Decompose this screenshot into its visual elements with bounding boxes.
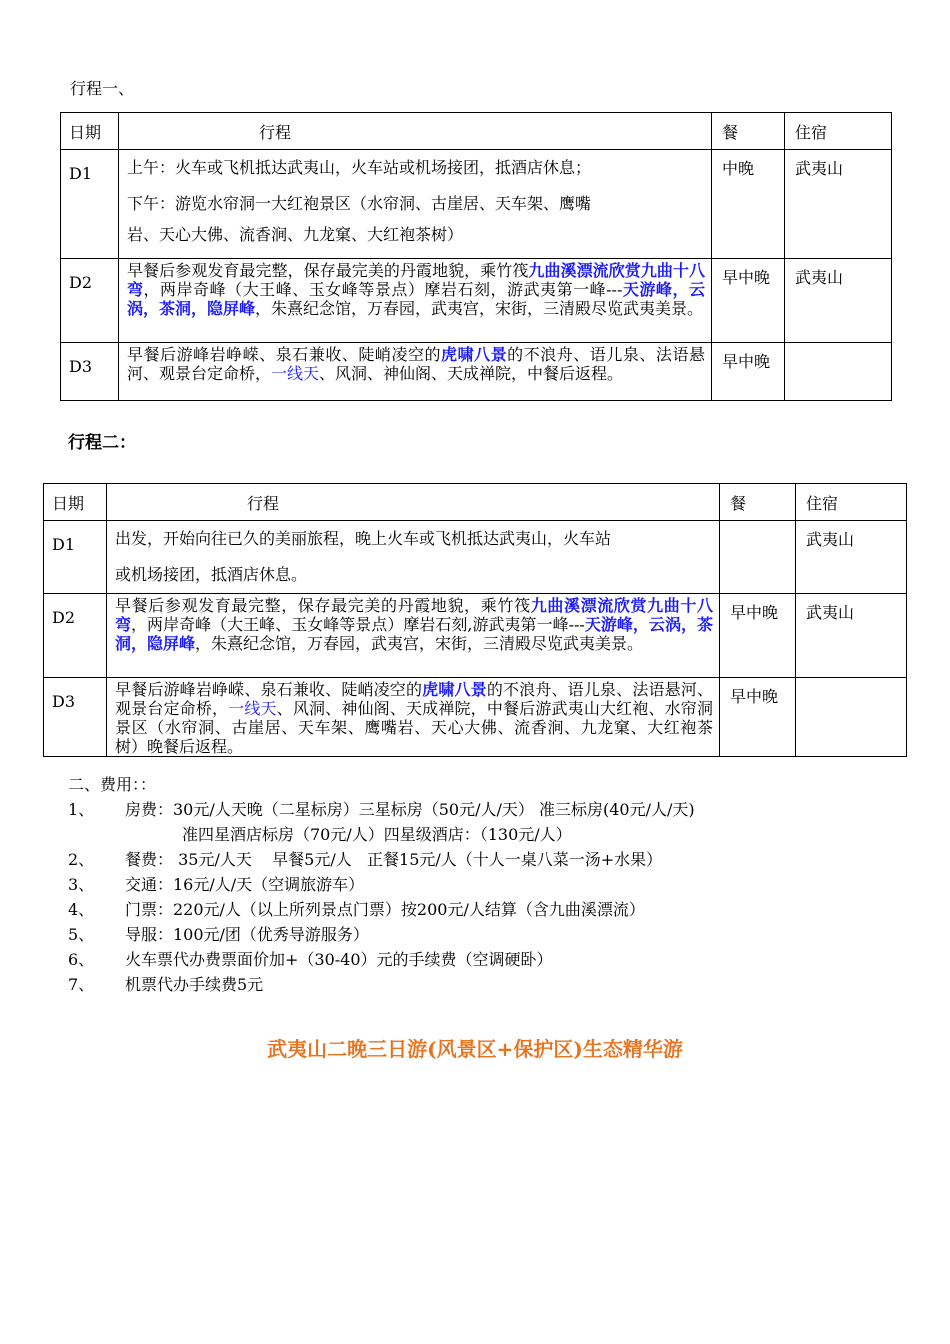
table-row [44, 594, 907, 678]
fee-text: 餐费： 35元/人天 早餐5元/人 正餐15元/人（十人一桌八菜一汤+水果） [125, 850, 663, 869]
header-stay: 住宿 [785, 113, 892, 150]
highlight-text: 虎啸八景 [422, 680, 487, 699]
day-itinerary [107, 594, 720, 678]
fee-text: 房费：30元/人天晚（二星标房）三星标房（50元/人/天） 准三标房(40元/人/天) [125, 800, 695, 819]
stay-cell [785, 343, 892, 401]
meal-cell [720, 521, 796, 594]
fee-number: 5、 [68, 925, 95, 944]
table-header-row [61, 113, 892, 150]
table-row [44, 521, 907, 594]
day-label: D2 [61, 259, 119, 343]
itinerary-line: 岩、天心大佛、流香涧、九龙窠、大红袍茶树） [127, 225, 464, 244]
itinerary-line: 或机场接团，抵酒店休息。 [115, 565, 308, 584]
itinerary-line: 下午：游览水帘洞一大红袍景区（水帘洞、古崖居、天车架、鹰嘴 [127, 194, 592, 213]
fee-number: 3、 [68, 875, 95, 894]
trip-text: 早餐后游峰岩峥嵘、泉石兼收、陡峭凌空的 [115, 680, 423, 699]
trip-text: ，两岸奇峰（大王峰、玉女峰等景点）摩岩石刻,游武夷第一峰--- [131, 615, 585, 634]
fee-item [68, 922, 695, 947]
header-trip: 行程 [119, 113, 712, 150]
fee-item [68, 822, 695, 847]
trip-text: ，朱熹纪念馆，万春园，武夷宫，宋街，三清殿尽览武夷美景。 [255, 299, 704, 318]
day-label: D1 [61, 150, 119, 259]
header-date: 日期 [61, 113, 119, 150]
trip-text: ，朱熹纪念馆，万春园，武夷宫，宋街，三清殿尽览武夷美景。 [195, 634, 644, 653]
fee-text: 门票：220元/人（以上所列景点门票）按200元/人结算（含九曲溪漂流） [125, 900, 645, 919]
highlight-text: 九曲溪漂流欣赏九曲十八弯 [127, 261, 705, 299]
itinerary-line: 上午：火车或飞机抵达武夷山，火车站或机场接团，抵酒店休息； [127, 158, 592, 177]
trip-text: 早餐后参观发育最完整，保存最完美的丹霞地貌，乘竹筏 [127, 261, 529, 280]
table-row [61, 343, 892, 401]
stay-cell: 武夷山 [796, 521, 907, 594]
highlight-text: 九曲溪漂流欣赏九曲十八弯 [115, 596, 713, 634]
trip-text: 、风洞、神仙阁、天成禅院，中餐后游武夷山大红袍、水帘洞景区（水帘洞、古崖居、天车架、鹰嘴岩、天心大佛、流香涧、九龙窠、大红袍茶树）晚餐后返程。 [115, 699, 713, 756]
day-itinerary [119, 343, 712, 401]
meal-cell: 中晚 [712, 150, 785, 259]
trip-text: 的不浪舟、语儿泉、法语悬河、观景台定命桥， [115, 680, 713, 718]
itinerary2-heading: 行程二： [68, 433, 136, 453]
table-row [44, 678, 907, 757]
fee-item [68, 847, 695, 872]
fee-number: 6、 [68, 950, 95, 969]
highlight-text: 虎啸八景 [441, 345, 508, 364]
fee-text: 机票代办手续费5元 [125, 975, 264, 994]
fee-number: 1、 [68, 800, 95, 819]
stay-cell: 武夷山 [785, 259, 892, 343]
fee-text: 火车票代办费票面价加+（30-40）元的手续费（空调硬卧） [125, 950, 553, 969]
highlight-text: 一线天 [228, 699, 277, 718]
meal-cell: 早中晚 [720, 678, 796, 757]
fee-item [68, 797, 695, 822]
header-stay: 住宿 [796, 484, 907, 521]
highlight-text: 天游峰，云涡，茶洞，隐屏峰 [127, 280, 705, 318]
itinerary1-heading: 行程一、 [70, 79, 135, 98]
header-date: 日期 [44, 484, 107, 521]
tour-title: 武夷山二晚三日游(风景区+保护区)生态精华游 [267, 1037, 683, 1061]
trip-text: 早餐后游峰岩峥嵘、泉石兼收、陡峭凌空的 [127, 345, 442, 364]
table-row [61, 150, 892, 259]
day-label: D2 [44, 594, 107, 678]
header-meal: 餐 [720, 484, 796, 521]
fees-section [68, 772, 695, 997]
day-itinerary [107, 521, 720, 594]
meal-cell: 早中晚 [720, 594, 796, 678]
trip-text: 的不浪舟、语儿泉、法语悬河、观景台定命桥， [127, 345, 705, 383]
fee-item [68, 872, 695, 897]
trip-text: 早餐后参观发育最完整，保存最完美的丹霞地貌，乘竹筏 [115, 596, 531, 615]
fee-text: 交通：16元/人/天（空调旅游车） [125, 875, 365, 894]
fee-item [68, 972, 695, 997]
table-header-row [44, 484, 907, 521]
stay-cell: 武夷山 [796, 594, 907, 678]
highlight-text: 天游峰，云涡，茶洞，隐屏峰 [115, 615, 713, 653]
fee-text: 导服：100元/团（优秀导游服务） [125, 925, 369, 944]
fee-number: 2、 [68, 850, 95, 869]
header-trip: 行程 [107, 484, 720, 521]
fee-item [68, 897, 695, 922]
meal-cell: 早中晚 [712, 259, 785, 343]
day-label: D3 [61, 343, 119, 401]
itinerary-line: 出发，开始向往已久的美丽旅程，晚上火车或飞机抵达武夷山，火车站 [115, 529, 612, 548]
meal-cell: 早中晚 [712, 343, 785, 401]
table-row [61, 259, 892, 343]
day-label: D1 [44, 521, 107, 594]
fee-text: 准四星酒店标房（70元/人）四星级酒店：（130元/人） [182, 825, 572, 844]
highlight-text: 一线天 [271, 364, 320, 383]
stay-cell: 武夷山 [785, 150, 892, 259]
day-itinerary [107, 678, 720, 757]
day-itinerary [119, 150, 712, 259]
day-itinerary [119, 259, 712, 343]
fee-number: 7、 [68, 975, 95, 994]
day-label: D3 [44, 678, 107, 757]
trip-text: ，两岸奇峰（大王峰、玉女峰等景点）摩岩石刻，游武夷第一峰--- [143, 280, 623, 299]
itinerary2-table [43, 483, 907, 757]
trip-text: 、风洞、神仙阁、天成禅院，中餐后返程。 [319, 364, 624, 383]
itinerary1-table [60, 112, 892, 401]
fee-item [68, 947, 695, 972]
stay-cell [796, 678, 907, 757]
header-meal: 餐 [712, 113, 785, 150]
fee-number: 4、 [68, 900, 95, 919]
fees-heading: 二、费用：： [68, 775, 157, 794]
